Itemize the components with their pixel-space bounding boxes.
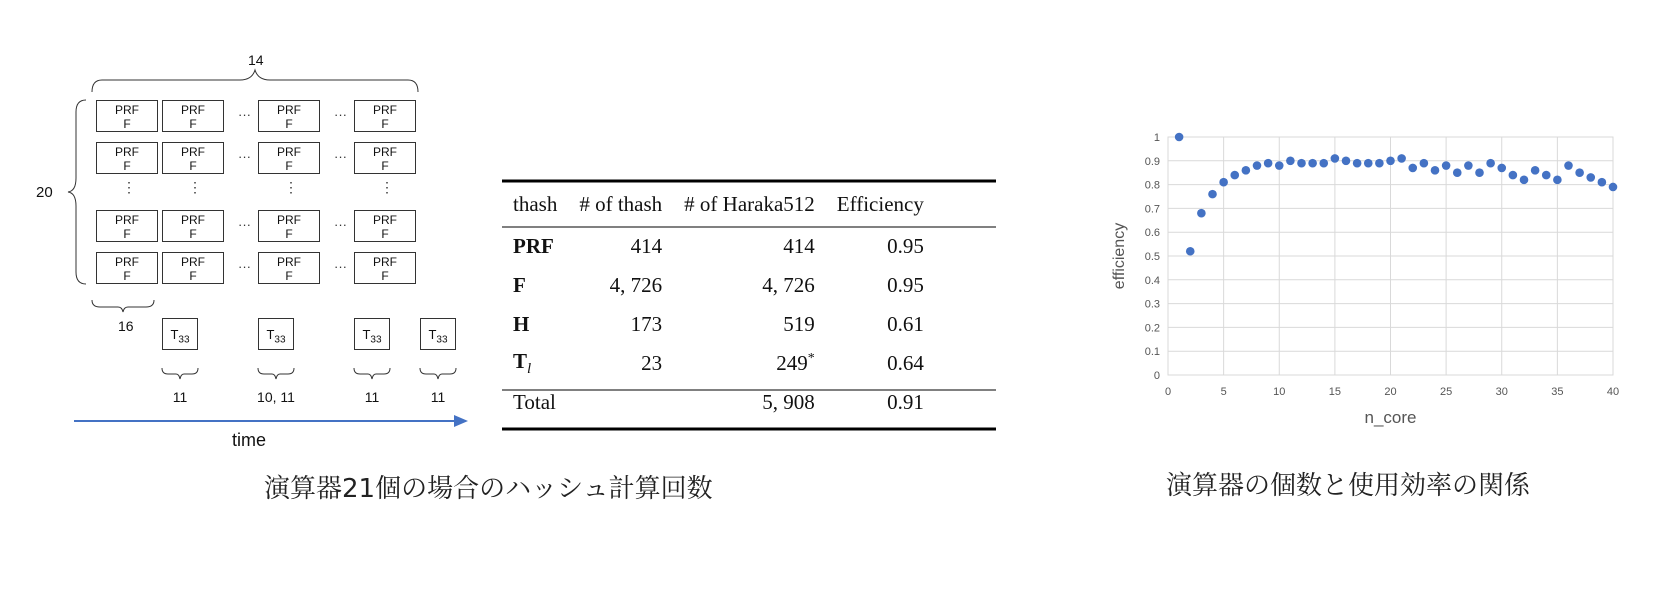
data-point <box>1331 154 1340 163</box>
prf-f-cell <box>258 142 320 174</box>
data-point <box>1264 159 1273 168</box>
row-haraka: 519 <box>783 312 815 336</box>
y-tick-label: 0.1 <box>1144 346 1160 359</box>
data-point <box>1575 168 1584 177</box>
cell-label-f: F <box>285 159 293 173</box>
cell-label-f: F <box>189 269 197 283</box>
prf-f-cell <box>354 142 416 174</box>
data-point <box>1598 178 1607 187</box>
t-box-subscript: 33 <box>274 334 286 346</box>
top-brace <box>90 68 420 94</box>
data-point <box>1175 133 1184 142</box>
cell-label-prf: PRF <box>277 213 301 227</box>
row-thash: 414 <box>630 234 663 258</box>
horizontal-ellipsis: ··· <box>334 107 347 122</box>
x-tick-label: 35 <box>1551 386 1564 398</box>
total-thash <box>568 383 673 422</box>
t-box-brace <box>160 366 200 382</box>
prf-f-cell <box>162 252 224 284</box>
cell-label-f: F <box>189 117 197 131</box>
cell-label-prf: PRF <box>277 255 301 269</box>
y-tick-label: 0.3 <box>1144 298 1160 311</box>
prf-f-cell <box>162 142 224 174</box>
data-point <box>1564 161 1573 170</box>
cell-label-prf: PRF <box>373 103 397 117</box>
t-box-label: T <box>362 327 371 342</box>
t33-box <box>354 318 390 350</box>
prf-f-cell <box>354 252 416 284</box>
time-label: time <box>232 430 267 450</box>
data-point <box>1397 154 1406 163</box>
time-arrow <box>72 414 472 428</box>
row-name: H <box>513 312 530 336</box>
x-tick-label: 25 <box>1440 386 1453 398</box>
cell-label-prf: PRF <box>181 103 205 117</box>
horizontal-ellipsis: ··· <box>238 149 251 164</box>
col-header-num-thash: # of thash <box>579 191 663 216</box>
horizontal-ellipsis: ··· <box>238 107 251 122</box>
row-name: PRF <box>513 234 554 258</box>
row-haraka-value: 249 <box>776 351 808 375</box>
table-row <box>502 227 935 266</box>
col-header-num-haraka: # of Haraka512 <box>684 191 815 216</box>
x-tick-label: 10 <box>1273 386 1286 398</box>
table-row <box>502 305 935 344</box>
horizontal-ellipsis: ··· <box>334 149 347 164</box>
vertical-ellipsis: ⋮ <box>122 179 136 195</box>
data-point <box>1319 159 1328 168</box>
x-tick-label: 5 <box>1220 386 1227 398</box>
data-point <box>1408 164 1417 173</box>
cell-label-prf: PRF <box>115 255 139 269</box>
t-box-subscript: 33 <box>178 334 190 346</box>
cell-label-prf: PRF <box>373 213 397 227</box>
horizontal-ellipsis: ··· <box>238 259 251 274</box>
row-name-sub: l <box>527 361 532 378</box>
x-tick-label: 20 <box>1384 386 1397 398</box>
row-efficiency: 0.61 <box>887 312 924 336</box>
efficiency-chart <box>1100 125 1630 435</box>
cell-label-prf: PRF <box>373 145 397 159</box>
data-point <box>1420 159 1429 168</box>
t-box-count-label: 11 <box>430 389 446 405</box>
prf-f-cell <box>96 210 158 242</box>
y-tick-label: 0.8 <box>1144 179 1160 192</box>
data-point <box>1586 173 1595 182</box>
data-point <box>1375 159 1384 168</box>
t-box-brace <box>256 366 296 382</box>
cell-label-prf: PRF <box>277 103 301 117</box>
data-point <box>1553 176 1562 185</box>
data-point <box>1297 159 1306 168</box>
cell-label-f: F <box>189 227 197 241</box>
prf-f-cell <box>162 100 224 132</box>
prf-f-cell <box>162 210 224 242</box>
data-point <box>1364 159 1373 168</box>
left-brace <box>66 98 88 286</box>
hash-count-table <box>502 181 935 422</box>
y-tick-label: 0.6 <box>1144 227 1160 240</box>
y-tick-label: 0.4 <box>1144 274 1160 287</box>
data-point <box>1453 168 1462 177</box>
prf-f-cell <box>354 100 416 132</box>
prf-f-cell <box>258 252 320 284</box>
horizontal-ellipsis: ··· <box>334 259 347 274</box>
x-axis-label: n_core <box>1364 408 1417 427</box>
cell-label-f: F <box>189 159 197 173</box>
table-total-row <box>502 383 935 422</box>
y-tick-label: 0.2 <box>1144 322 1160 335</box>
bottom-count-label: 16 <box>118 318 134 334</box>
horizontal-ellipsis: ··· <box>238 217 251 232</box>
y-tick-label: 0.5 <box>1144 251 1160 263</box>
cell-label-f: F <box>123 269 131 283</box>
bottom-brace <box>90 298 158 314</box>
row-efficiency: 0.64 <box>887 351 924 375</box>
total-haraka: 5, 908 <box>762 390 815 414</box>
row-haraka <box>673 344 826 383</box>
cell-label-prf: PRF <box>115 103 139 117</box>
prf-f-cell <box>96 252 158 284</box>
t-box-brace <box>352 366 392 382</box>
y-tick-label: 0.7 <box>1144 203 1160 216</box>
data-point <box>1609 183 1618 192</box>
horizontal-ellipsis: ··· <box>334 217 347 232</box>
row-name <box>502 344 568 383</box>
row-thash: 23 <box>641 351 663 375</box>
x-tick-label: 30 <box>1495 386 1508 398</box>
table-row <box>502 344 935 383</box>
row-thash: 173 <box>630 312 663 336</box>
cell-label-prf: PRF <box>277 145 301 159</box>
data-point <box>1197 209 1206 218</box>
data-point <box>1486 159 1495 168</box>
data-point <box>1275 161 1284 170</box>
data-point <box>1186 247 1195 256</box>
row-haraka-sup: * <box>807 351 815 366</box>
data-point <box>1253 161 1262 170</box>
data-point <box>1497 164 1506 173</box>
cell-label-prf: PRF <box>181 255 205 269</box>
t-box-label: T <box>428 327 437 342</box>
prf-f-cell <box>258 100 320 132</box>
t-box-count-label: 11 <box>364 389 380 405</box>
row-efficiency: 0.95 <box>887 273 924 297</box>
row-name-main: T <box>513 348 528 373</box>
t-box-subscript: 33 <box>370 334 382 346</box>
vertical-ellipsis: ⋮ <box>188 179 202 195</box>
cell-label-prf: PRF <box>181 145 205 159</box>
total-name: Total <box>513 390 556 414</box>
left-count-label: 20 <box>36 184 53 201</box>
data-point <box>1386 157 1395 166</box>
data-point <box>1308 159 1317 168</box>
data-point <box>1342 157 1351 166</box>
row-name: F <box>513 273 526 297</box>
prf-f-cell <box>258 210 320 242</box>
y-axis-label: efficiency <box>1111 222 1128 290</box>
row-efficiency: 0.95 <box>887 234 924 258</box>
y-tick-label: 0 <box>1153 370 1160 382</box>
x-tick-label: 15 <box>1328 386 1341 398</box>
cell-label-prf: PRF <box>181 213 205 227</box>
cell-label-f: F <box>381 159 389 173</box>
t-box-label: T <box>266 327 275 342</box>
data-point <box>1464 161 1473 170</box>
cell-label-f: F <box>123 117 131 131</box>
cell-label-prf: PRF <box>373 255 397 269</box>
t33-box <box>258 318 294 350</box>
cell-label-f: F <box>285 269 293 283</box>
cell-label-f: F <box>381 269 389 283</box>
y-tick-label: 1 <box>1153 132 1160 144</box>
t33-box <box>420 318 456 350</box>
cell-label-f: F <box>123 159 131 173</box>
cell-label-prf: PRF <box>115 145 139 159</box>
right-caption: 演算器の個数と使用効率の関係 <box>1166 471 1531 501</box>
prf-f-cell <box>354 210 416 242</box>
top-count-label: 14 <box>248 52 264 68</box>
table-row <box>502 266 935 305</box>
table-header-row <box>502 181 935 227</box>
data-point <box>1475 168 1484 177</box>
y-tick-label: 0.9 <box>1144 155 1160 168</box>
prf-f-cell <box>96 100 158 132</box>
data-point <box>1242 166 1251 175</box>
t33-box <box>162 318 198 350</box>
data-point <box>1286 157 1295 166</box>
t-box-count-label: 11 <box>172 389 188 405</box>
cell-label-f: F <box>285 227 293 241</box>
x-tick-label: 0 <box>1164 386 1172 398</box>
vertical-ellipsis: ⋮ <box>284 179 298 195</box>
prf-f-cell <box>96 142 158 174</box>
data-point <box>1431 166 1440 175</box>
t-box-subscript: 33 <box>436 334 448 346</box>
data-point <box>1520 176 1529 185</box>
row-thash: 4, 726 <box>609 273 663 297</box>
cell-label-f: F <box>123 227 131 241</box>
row-haraka: 4, 726 <box>762 273 815 297</box>
x-tick-label: 40 <box>1606 386 1620 398</box>
t-box-label: T <box>170 327 179 342</box>
cell-label-prf: PRF <box>115 213 139 227</box>
row-haraka: 414 <box>783 234 815 258</box>
cell-label-f: F <box>285 117 293 131</box>
cell-label-f: F <box>381 117 389 131</box>
left-caption: 演算器21個の場合のハッシュ計算回数 <box>264 474 713 504</box>
col-header-thash: thash <box>513 191 558 216</box>
data-point <box>1208 190 1217 199</box>
schedule-diagram <box>0 0 470 450</box>
cell-label-f: F <box>381 227 389 241</box>
data-point <box>1531 166 1540 175</box>
data-point <box>1353 159 1362 168</box>
data-point <box>1442 161 1451 170</box>
col-header-efficiency: Efficiency <box>836 191 924 216</box>
t-box-count-label: 10, 11 <box>257 389 295 405</box>
t-box-brace <box>418 366 458 382</box>
data-point <box>1219 178 1228 187</box>
vertical-ellipsis: ⋮ <box>380 179 394 195</box>
total-efficiency: 0.91 <box>887 390 924 414</box>
data-point <box>1509 171 1518 180</box>
data-point <box>1542 171 1551 180</box>
data-point <box>1230 171 1239 180</box>
